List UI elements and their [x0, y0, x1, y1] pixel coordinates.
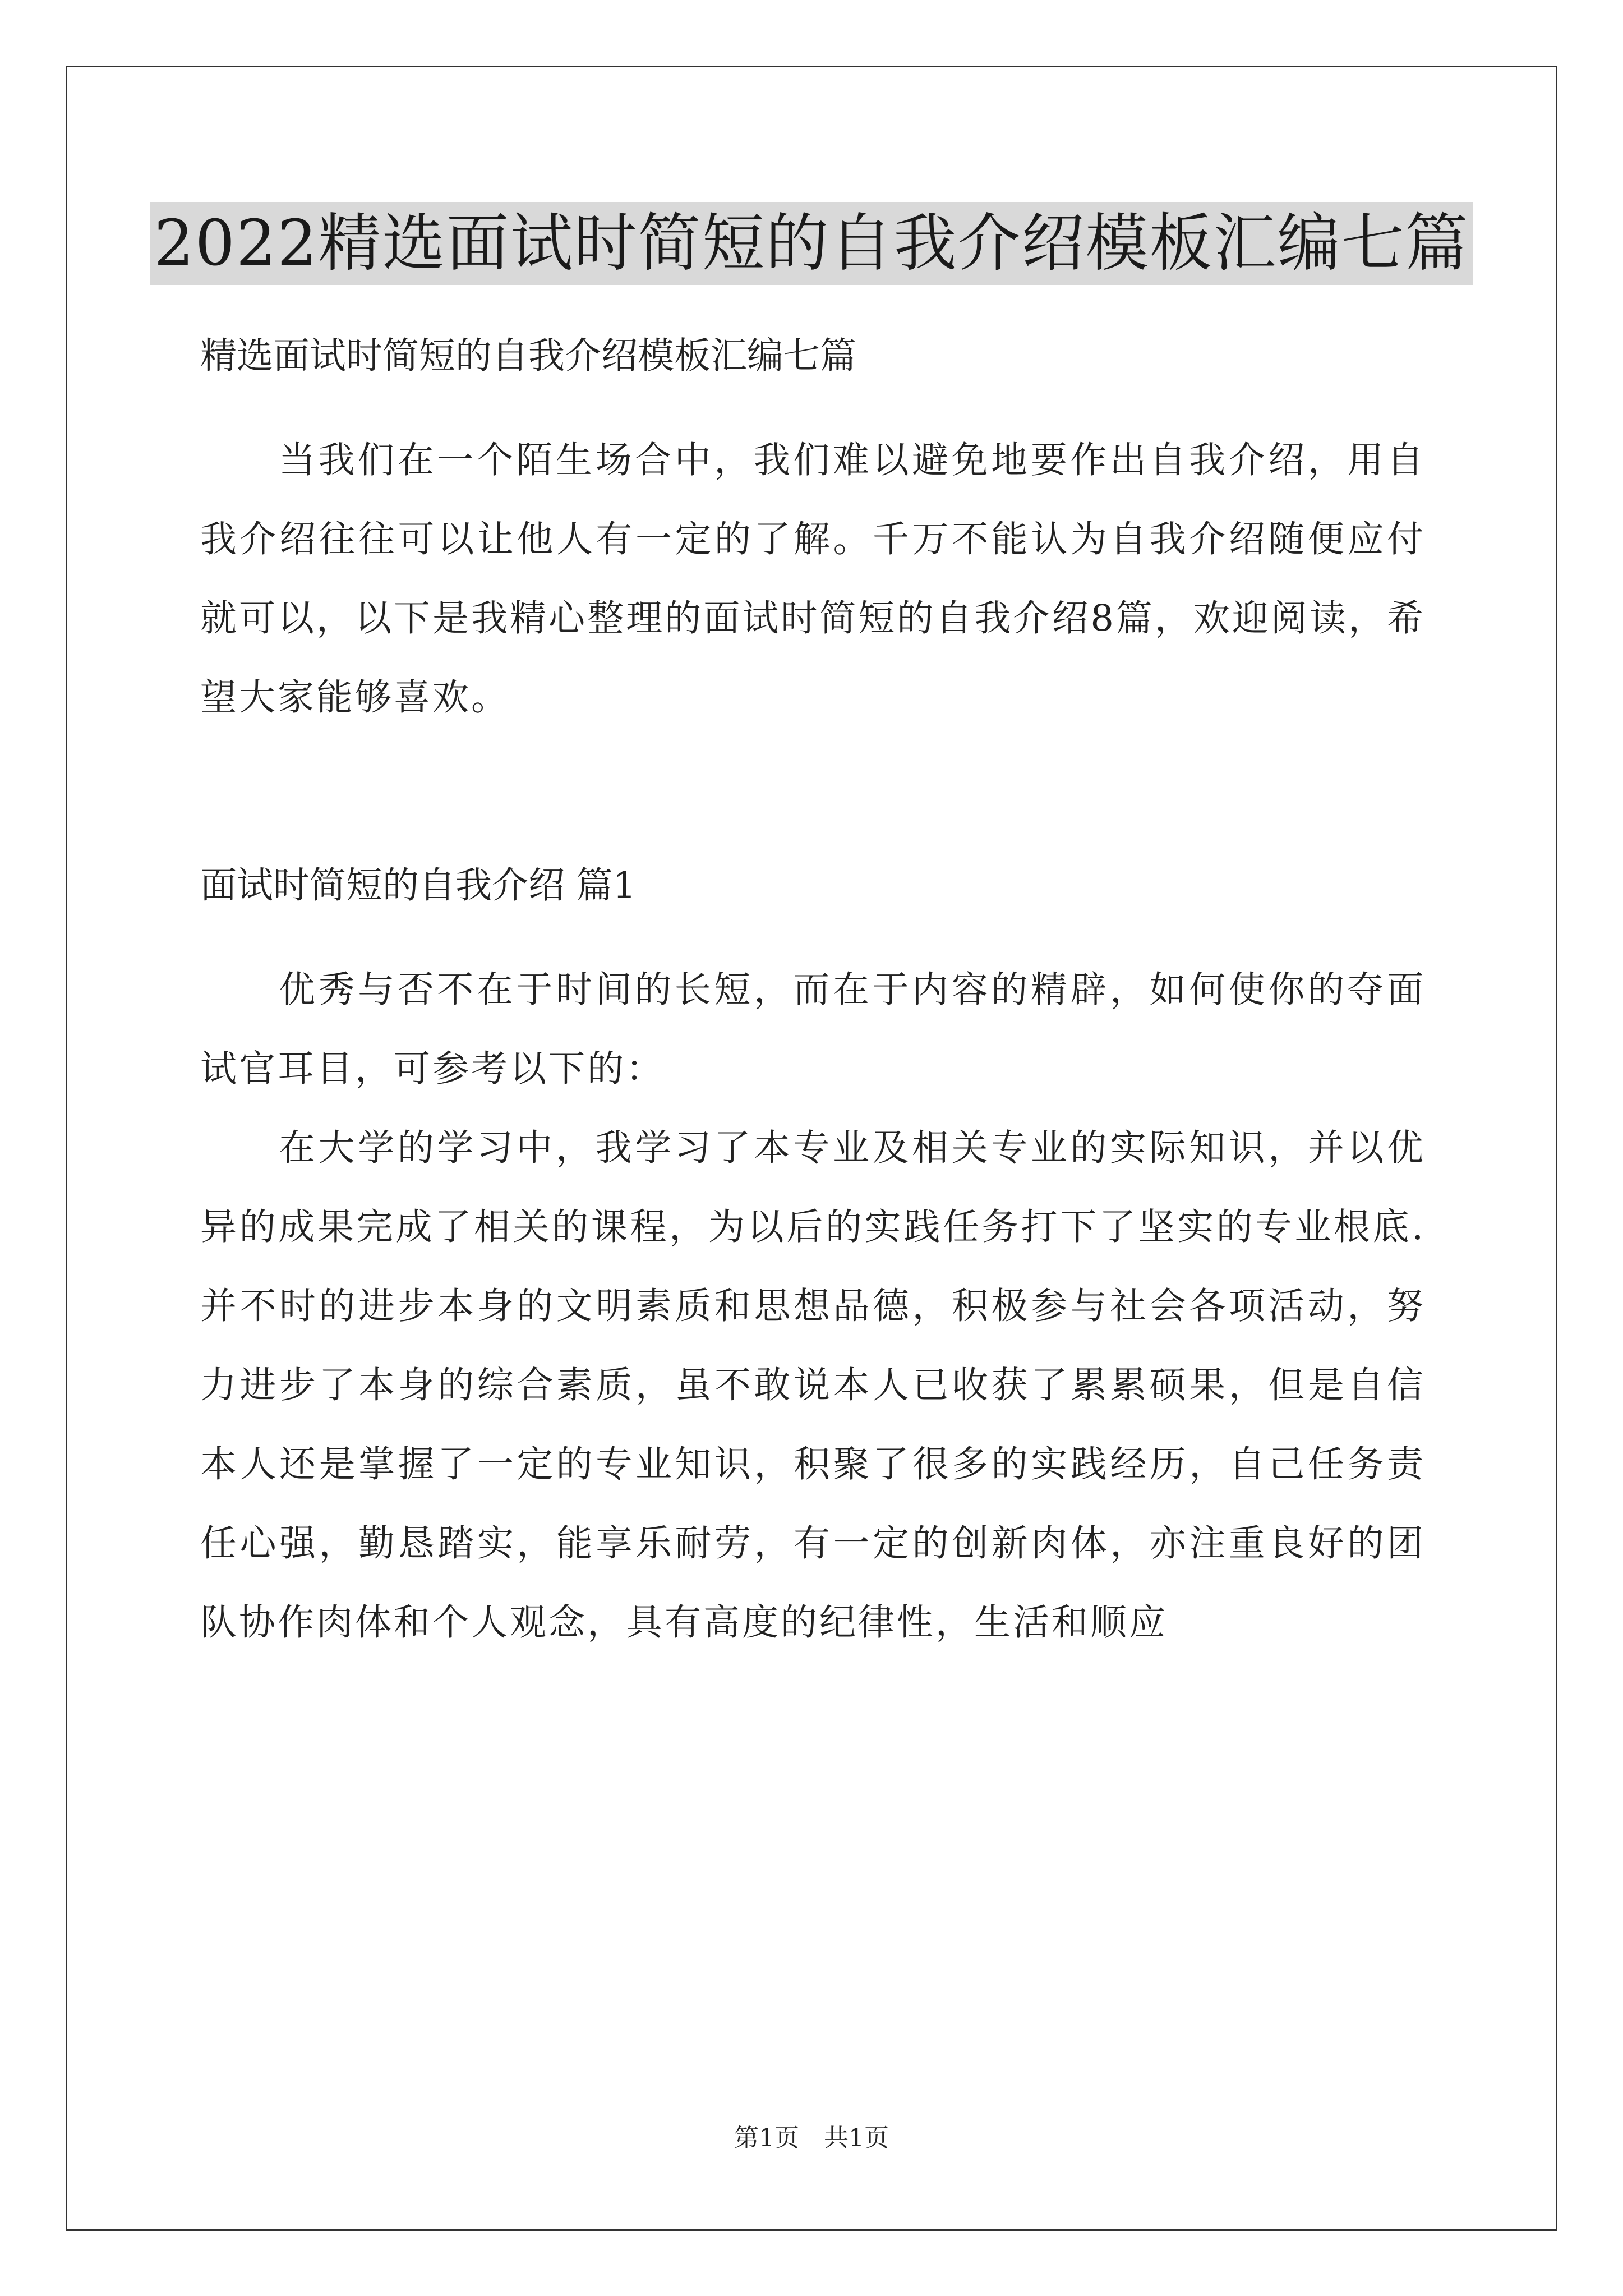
page-footer: 第1页 共1页: [734, 2124, 889, 2152]
document-subtitle: 精选面试时简短的自我介绍模板汇编七篇: [200, 335, 857, 377]
body-paragraph-2: 在大学的学习中，我学习了本专业及相关专业的实际知识，并以优异的成果完成了相关的课程，为以后的实践任务打下了坚实的专业根底.并不时的进步本身的文明素质和思想品德，积极参与社会各项活动，努力进步了本身的综合素质，虽不敢说本人已收获了累累硕果，但是自信本人还是掌握了一定的专业知识，积聚了很多的实践经历，自己任务责任心强，勤恳踏实，能享乐耐劳，有一定的创新肉体，亦注重良好的团队协作肉体和个人观念，具有高度的纪律性，生活和顺应: [200, 1127, 1426, 1644]
title-container: [0, 202, 1623, 285]
body-paragraph-1: 优秀与否不在于时间的长短，而在于内容的精辟，如何使你的夺面试官耳目，可参考以下的：: [200, 969, 1426, 1090]
intro-paragraph: 当我们在一个陌生场合中，我们难以避免地要作出自我介绍，用自我介绍往往可以让他人有一定的了解。千万不能认为自我介绍随便应付就可以，以下是我精心整理的面试时简短的自我介绍8篇，欢迎阅读，希望大家能够喜欢。: [200, 439, 1426, 719]
document-title: 2022精选面试时简短的自我介绍模板汇编七篇: [150, 202, 1472, 285]
document-body: [200, 314, 1426, 1662]
section-heading: 面试时简短的自我介绍 篇1: [200, 864, 637, 907]
